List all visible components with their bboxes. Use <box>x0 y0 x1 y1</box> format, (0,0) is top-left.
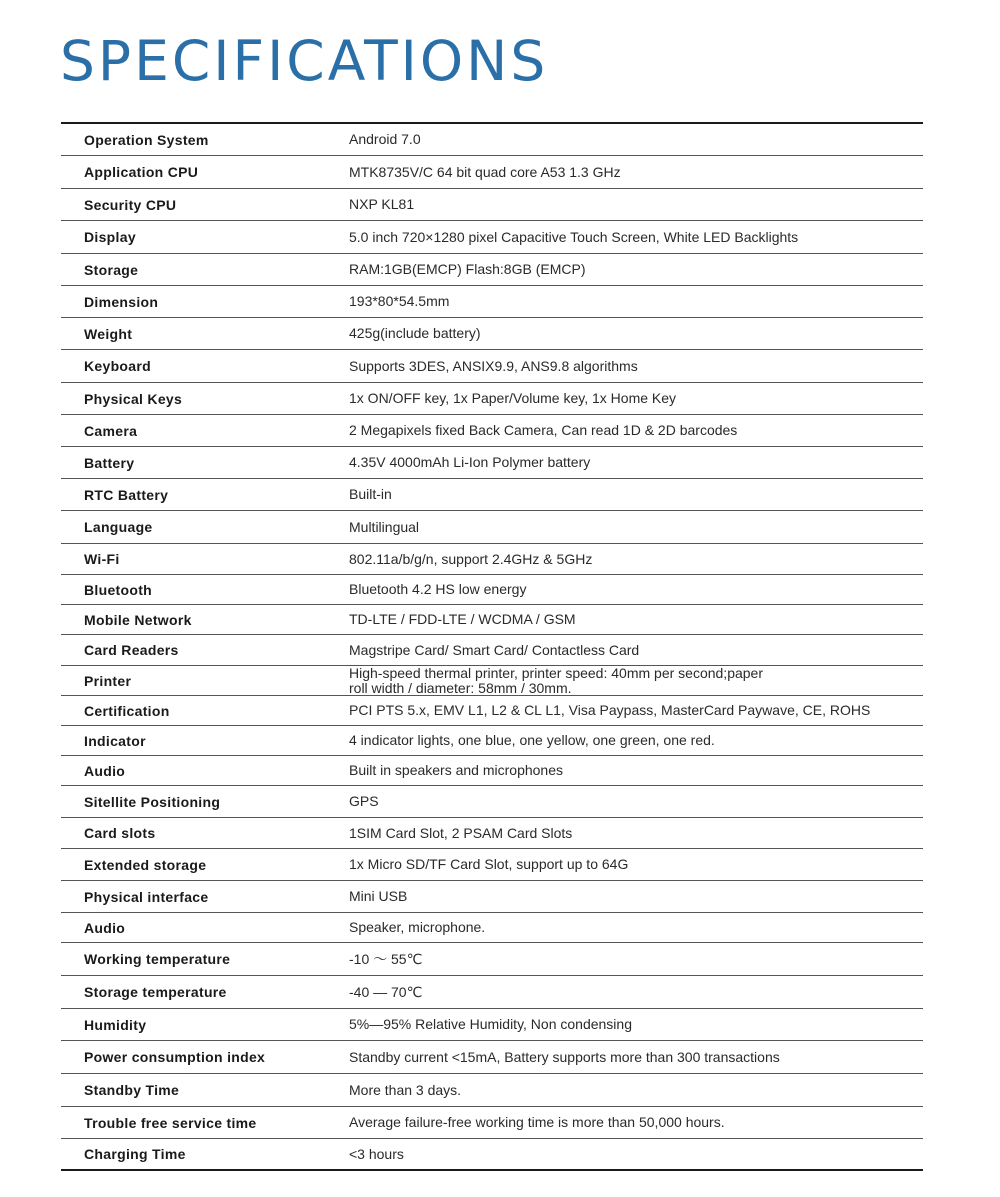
spec-value: Standby current <15mA, Battery supports more than 300 transactions <box>349 1048 780 1065</box>
spec-row <box>61 511 923 544</box>
spec-label: Storage <box>84 261 139 278</box>
spec-row <box>61 976 923 1009</box>
spec-label: Extended storage <box>84 856 207 873</box>
spec-row <box>61 1009 923 1041</box>
spec-value: 1x ON/OFF key, 1x Paper/Volume key, 1x Home Key <box>349 390 677 406</box>
spec-label: Sitellite Positioning <box>84 793 221 810</box>
spec-label: RTC Battery <box>84 486 169 503</box>
spec-label: Bluetooth <box>84 581 153 598</box>
spec-label: Weight <box>84 325 133 342</box>
spec-value: 1x Micro SD/TF Card Slot, support up to 64G <box>349 856 629 872</box>
spec-value: MTK8735V/C 64 bit quad core A53 1.3 GHz <box>349 163 621 180</box>
spec-row <box>61 1041 923 1074</box>
spec-row <box>61 124 923 156</box>
spec-label: Dimension <box>84 293 159 310</box>
spec-value: TD-LTE / FDD-LTE / WCDMA / GSM <box>349 611 576 627</box>
spec-label: Audio <box>84 762 126 779</box>
spec-row <box>61 575 923 605</box>
spec-label: Humidity <box>84 1016 147 1033</box>
spec-value: 4.35V 4000mAh Li-Ion Polymer battery <box>349 454 591 470</box>
spec-label: Power consumption index <box>84 1049 266 1065</box>
spec-row <box>61 350 923 383</box>
spec-value: 1SIM Card Slot, 2 PSAM Card Slots <box>349 824 573 841</box>
spec-label: Mobile Network <box>84 611 192 628</box>
spec-value: Speaker, microphone. <box>349 919 486 935</box>
spec-value: <3 hours <box>349 1145 404 1162</box>
spec-label: Wi-Fi <box>84 551 120 567</box>
spec-row <box>61 479 923 511</box>
spec-row <box>61 1107 923 1139</box>
spec-label: Display <box>84 229 136 245</box>
spec-label: Certification <box>84 702 170 719</box>
spec-value: Magstripe Card/ Smart Card/ Contactless Card <box>349 641 640 658</box>
spec-row <box>61 849 923 881</box>
spec-value: -40 — 70℃ <box>349 983 423 1000</box>
spec-label: Printer <box>84 672 132 689</box>
spec-label: Charging Time <box>84 1146 186 1162</box>
spec-value: High-speed thermal printer, printer speed: 40mm per second;paper roll width / diameter: 58mm / 30mm. <box>349 664 763 696</box>
spec-row <box>61 415 923 447</box>
spec-value: 5%—95% Relative Humidity, Non condensing <box>349 1016 632 1032</box>
spec-value: Built in speakers and microphones <box>349 762 564 778</box>
spec-label: Camera <box>84 422 138 439</box>
spec-label: Security CPU <box>84 196 177 213</box>
spec-row <box>61 605 923 635</box>
spec-row <box>61 1074 923 1107</box>
page-title: SPECIFICATIONS <box>60 29 549 93</box>
spec-row <box>61 544 923 575</box>
spec-value: Average failure-free working time is more than 50,000 hours. <box>349 1114 725 1130</box>
spec-value: RAM:1GB(EMCP) Flash:8GB (EMCP) <box>349 261 586 277</box>
spec-label: Physical interface <box>84 888 209 905</box>
spec-label: Language <box>84 519 153 535</box>
spec-label: Card slots <box>84 825 156 841</box>
spec-row <box>61 943 923 976</box>
spec-value: 5.0 inch 720×1280 pixel Capacitive Touch Screen, White LED Backlights <box>349 228 799 245</box>
spec-label: Standby Time <box>84 1082 180 1098</box>
spec-label: Trouble free service time <box>84 1114 257 1131</box>
spec-value: 425g(include battery) <box>349 325 481 341</box>
spec-label: Battery <box>84 454 135 471</box>
spec-label: Card Readers <box>84 642 179 658</box>
spec-row <box>61 189 923 221</box>
spec-value: Multilingual <box>349 518 420 535</box>
spec-value: -10 ～ 55℃ <box>349 950 423 967</box>
spec-row <box>61 635 923 666</box>
spec-row <box>61 156 923 189</box>
spec-row <box>61 221 923 254</box>
spec-row <box>61 696 923 726</box>
spec-row <box>61 726 923 756</box>
spec-table <box>61 122 923 1171</box>
spec-value: Android 7.0 <box>349 131 421 147</box>
spec-label: Physical Keys <box>84 390 183 407</box>
spec-row <box>61 818 923 849</box>
spec-row <box>61 286 923 318</box>
spec-row <box>61 254 923 286</box>
spec-row <box>61 756 923 786</box>
spec-value: More than 3 days. <box>349 1081 462 1098</box>
spec-row <box>61 881 923 913</box>
spec-row <box>61 447 923 479</box>
spec-row <box>61 318 923 350</box>
spec-value: Built-in <box>349 486 392 502</box>
spec-label: Keyboard <box>84 358 151 374</box>
spec-label: Storage temperature <box>84 984 227 1000</box>
spec-value: 193*80*54.5mm <box>349 293 450 309</box>
spec-label: Working temperature <box>84 951 231 967</box>
spec-value: Bluetooth 4.2 HS low energy <box>349 581 527 597</box>
spec-value: PCI PTS 5.x, EMV L1, L2 & CL L1, Visa Paypass, MasterCard Paywave, CE, ROHS <box>349 702 871 718</box>
spec-value: Mini USB <box>349 888 408 904</box>
spec-row <box>61 913 923 943</box>
spec-value: 4 indicator lights, one blue, one yellow, one green, one red. <box>349 732 715 748</box>
spec-value: 2 Megapixels fixed Back Camera, Can read 1D & 2D barcodes <box>349 422 738 438</box>
spec-value: GPS <box>349 793 379 809</box>
spec-row <box>61 786 923 818</box>
spec-row <box>61 1139 923 1169</box>
spec-label: Audio <box>84 919 126 936</box>
spec-row <box>61 666 923 696</box>
spec-label: Indicator <box>84 732 146 749</box>
spec-value: 802.11a/b/g/n, support 2.4GHz & 5GHz <box>349 550 593 567</box>
spec-value: NXP KL81 <box>349 196 415 212</box>
spec-row <box>61 383 923 415</box>
spec-label: Operation System <box>84 131 209 148</box>
spec-value: Supports 3DES, ANSIX9.9, ANS9.8 algorithms <box>349 357 638 374</box>
spec-label: Application CPU <box>84 164 199 180</box>
